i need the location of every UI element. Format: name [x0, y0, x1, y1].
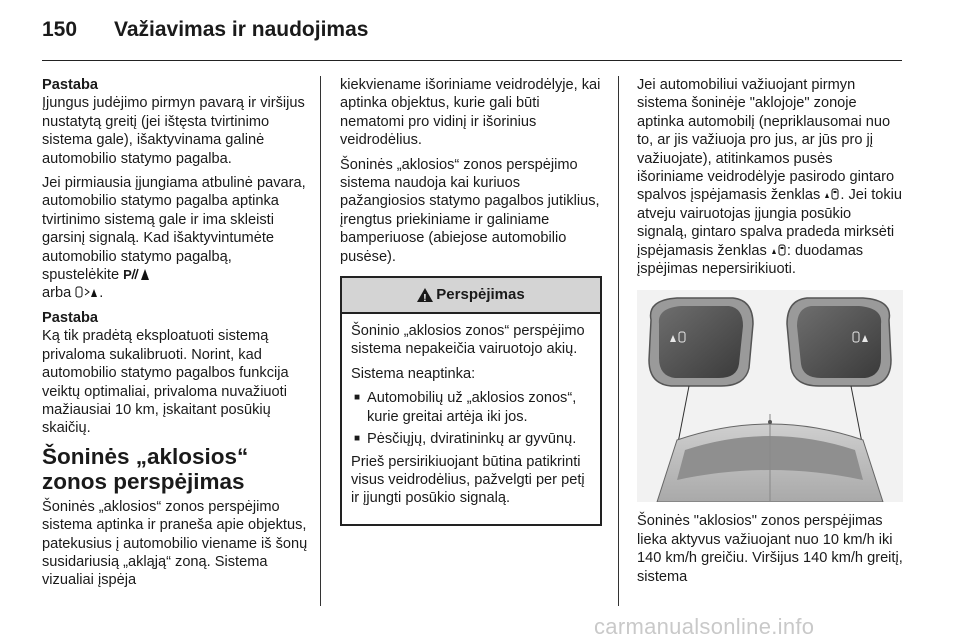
- column-divider: [320, 76, 321, 606]
- note-text: [42, 174, 308, 303]
- note-text: Ką tik pradėtą eksploatuoti sistemą privaloma sukalibruoti. Norint, kad automobilio statymo pagalbos funkcija veiktų optimaliai, privaloma nuvažiuoti mažiausiai 10 km, įskaitant posūkių skaičių.: [42, 328, 289, 437]
- warning-header: [342, 278, 600, 314]
- car-mirrors-drawing: [637, 290, 903, 502]
- body-paragraph: Šoninės "aklosios" zonos perspėjimas lieka aktyvus važiuojant nuo 10 km/h iki 140 km/h greičiu. Viršijus 140 km/h greitį, sistema: [637, 513, 903, 585]
- note-title: Pastaba: [42, 77, 98, 93]
- warning-box: [340, 276, 602, 526]
- note-text: Įjungus judėjimo pirmyn pavarą ir viršijus nustatytą greitį (jei ištęsta tvirtinimo sistema gale), išaktyvinama galinė automobilio statymo pagalba.: [42, 95, 305, 167]
- blind-spot-warning-icon: [771, 243, 787, 259]
- running-title: Važiavimas ir naudojimas: [114, 18, 369, 41]
- parking-assist-side-icon: [75, 285, 99, 301]
- column-2: [340, 76, 606, 526]
- warning-paragraph: Šoninio „aklosios zonos“ perspėjimo sistema nepakeičia vairuotojo akių.: [351, 323, 585, 358]
- section-heading: Šoninės „aklosios“ zonos perspėjimas: [42, 443, 249, 494]
- body-text-segment: : duodamas įspėjimas nepersirikiuoti.: [637, 242, 864, 278]
- body-paragraph: [637, 76, 903, 278]
- section-text: Šoninės „aklosios“ zonos perspėjimo sistema aptinka ir praneša apie objektus, patekusius į automobilio viename iš šonų susidariusią „akląją“ zoną. Sistema vizualiai įspėja: [42, 498, 308, 589]
- note-text-segment: arba: [42, 285, 72, 302]
- bullet-text: Automobilių už „aklosios zonos“, kurie greitai artėja iki jos.: [367, 390, 577, 425]
- warning-triangle-icon: [417, 288, 433, 302]
- warning-paragraph: Sistema neaptinka:: [351, 365, 476, 382]
- watermark: carmanualsonline.info: [594, 614, 815, 639]
- warning-title: Perspėjimas: [436, 285, 525, 303]
- body-text-segment: Jei automobiliui važiuojant pirmyn sistema šoninėje "aklojoje" zonoje aptinka automobilį (nepriklausomai nuo to, ar jis važiuoja pro jus, ar jūs pro jį važiuojate), atitinkamos pusės išoriniame veidrodėlyje pasirodo gintaro spalvos įspėjamasis ženklas: [637, 77, 895, 204]
- column-1: [42, 76, 308, 596]
- note-text-segment: .: [99, 285, 104, 302]
- page-number: 150: [42, 18, 78, 41]
- column-3: [637, 76, 903, 592]
- header-rule: [42, 60, 902, 61]
- blind-spot-warning-icon: [824, 187, 840, 203]
- body-paragraph: kiekviename išoriniame veidrodėlyje, kai aptinka objektus, kurie gali būti nematomi pro vidinį ir išorinius veidrodėlius.: [340, 77, 601, 149]
- warning-body: [342, 314, 600, 524]
- bullet-square-icon: ■: [354, 392, 361, 404]
- note-title: Pastaba: [42, 309, 98, 326]
- parking-assist-off-icon: [123, 267, 151, 282]
- mirror-illustration: [637, 290, 903, 502]
- bullet-square-icon: ■: [354, 433, 361, 445]
- column-divider: [618, 76, 619, 606]
- body-paragraph: Šoninės „aklosios“ zonos perspėjimo sistema naudoja kai kuriuos pažangiosios statymo pagalbos jutiklius, įrengtus priekiniame ir galiniame bamperiuose (abiejose automobilio pusėse).: [340, 156, 600, 265]
- note-text-segment: Jei pirmiausia įjungiama atbulinė pavara, automobilio statymo pagalba aptinka tvirtinimo sistemą gale ir ima skleisti garsinį signalą. Kad išaktyvintumėte automobilio statymo pagalbą, spustelėkite: [42, 175, 306, 284]
- warning-paragraph: Prieš persirikiuojant būtina patikrinti visus veidrodėlius, pažvelgti per petį ir įjungti posūkio signalą.: [351, 453, 585, 507]
- warning-bullet: [351, 430, 591, 448]
- page-header: [42, 18, 368, 50]
- body-text-segment: . Jei tokiu atveju vairuotojas įjungia posūkio signalą, gintaro spalva pradeda mirksėti įspėjamasis ženklas: [637, 187, 903, 259]
- warning-bullet: [351, 389, 591, 426]
- bullet-text: Pėsčiųjų, dviratininkų ar gyvūnų.: [367, 431, 577, 448]
- parking-symbol-letter: P: [123, 267, 131, 283]
